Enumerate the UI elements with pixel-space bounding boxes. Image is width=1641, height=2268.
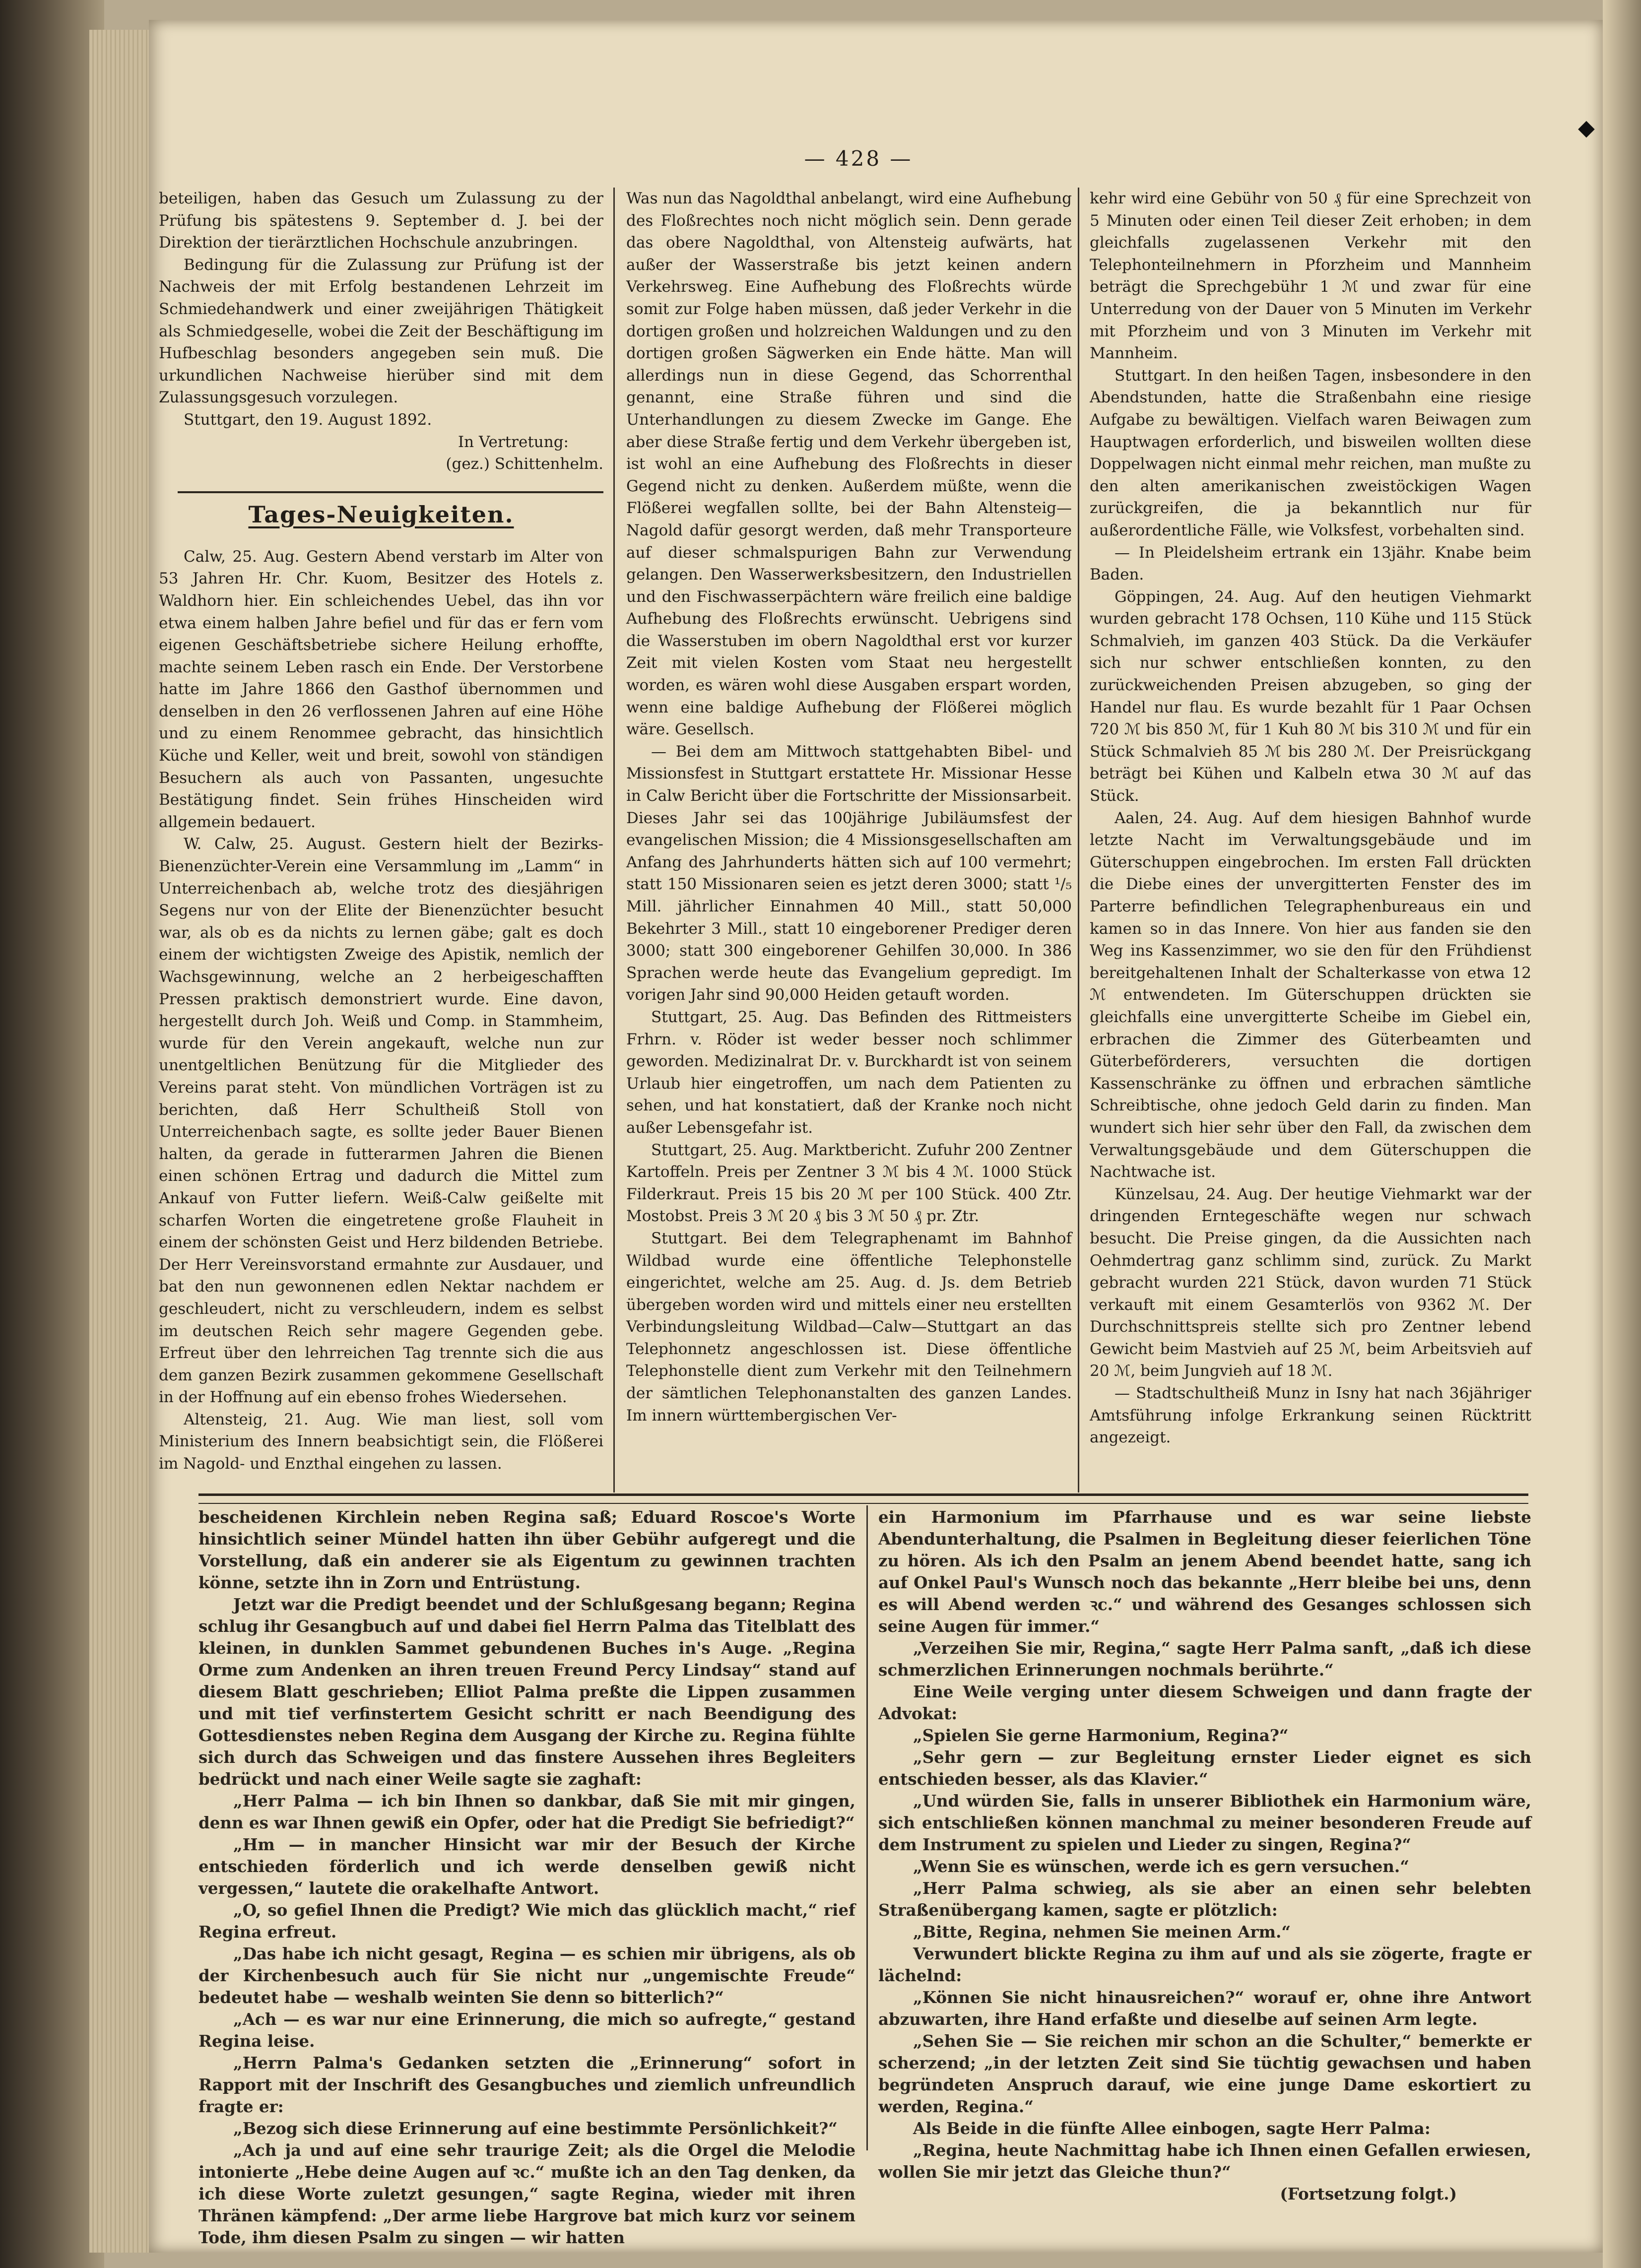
book-spine [0, 0, 104, 2268]
paragraph: Als Beide in die fünfte Allee einbogen, sagte Herr Palma: [913, 2119, 1431, 2138]
section-heading: Tages-Neuigkeiten. [248, 501, 514, 528]
paragraph: „Sehr gern — zur Begleitung ernster Lieder eignet es sich entschieden besser, als das Klavier.“ [878, 1748, 1531, 1789]
column-divider [613, 188, 615, 1492]
column-divider [866, 1505, 868, 2150]
column-divider [1078, 188, 1079, 1492]
news-item: Altensteig, 21. Aug. Wie man liest, soll vom Ministerium des Innern beabsichtigt sein, die Flößerei im Nagold- und Enzthal eingehen zu lassen. [159, 1410, 603, 1473]
news-item: Stuttgart. In den heißen Tagen, insbesondere in den Abendstunden, hatte die Straßenbahn eine riesige Aufgabe zu bewältigen. Vielfach waren Beiwagen zum Hauptwagen erforderlich, und bisweilen wollten diese Doppelwagen nicht einmal mehr reichen, man mußte zu den alten amerikanischen zweistöckigen Wagen zurückgreifen, die ja bekanntlich nur für außerordentliche Fälle, wie Volksfest, vorbehalten sind. [1090, 366, 1531, 539]
news-item: Stuttgart, 25. Aug. Marktbericht. Zufuhr 200 Zentner Kartoffeln. Preis per Zentner 3 ℳ bis 4 ℳ. 1000 Stück Filderkraut. Preis 15 bis 20 ℳ per 100 Stück. 400 Ztr. Mostobst. Preis 3 ℳ 20 ₰ bis 3 ℳ 50 ₰ pr. Ztr. [626, 1141, 1072, 1226]
news-item: — Bei dem am Mittwoch stattgehabten Bibel- und Missionsfest in Stuttgart erstattete Hr. Missionar Hesse in Calw Bericht über die Fortschritte der Missionsarbeit. Dieses Jahr sei das 100jährige Jubiläumsfest der evangelischen Mission; die 4 Missionsgesellschaften am Anfang des Jahrhunderts hätten sich auf 100 vermehrt; statt 150 Missionaren seien es jetzt deren 3000; statt ¹/₅ Mill. jährlicher Einnahmen 40 Mill., statt 50,000 Bekehrter 3 Mill., statt 10 eingeborener Prediger deren 3000; statt 300 eingeborener Gehilfen 30,000. In 386 Sprachen werde heute das Evangelium gepredigt. Im vorigen Jahr sind 90,000 Heiden getauft worden. [626, 742, 1072, 1004]
paragraph: „Hm — in mancher Hinsicht war mir der Besuch der Kirche entschieden förderlich und ich werde denselben gewiß nicht vergessen,“ lautete die orakelhafte Antwort. [198, 1835, 855, 1898]
paragraph: „Und würden Sie, falls in unserer Bibliothek ein Harmonium wäre, sich entschließen können manchmal zu meiner besonderen Freude auf dem Instrument zu spielen und Lieder zu singen, Regina?“ [878, 1791, 1531, 1854]
paragraph: „O, so gefiel Ihnen die Predigt? Wie mich das glücklich macht,“ rief Regina erfreut. [198, 1900, 855, 1942]
news-item: W. Calw, 25. August. Gestern hielt der Bezirks-Bienenzüchter-Verein eine Versammlung im „Lamm“ in Unterreichenbach ab, welche trotz des diesjährigen Segens nur von der Elite der Bienenzüchter besucht war, als ob es da nichts zu lernen gäbe; galt es doch einem der wichtigsten Zweige des Apistik, nemlich der Wachsgewinnung, welche an 2 herbeigeschafften Pressen praktisch demonstriert wurde. Eine davon, hergestellt durch Joh. Weiß und Comp. in Stammheim, wurde für den Verein angekauft, welche nun zur unentgeltlichen Benützung für die Mitglieder des Vereins parat steht. Von mündlichen Vorträgen ist zu berichten, daß Herr Schultheiß Stoll von Unterreichenbach sagte, es sollte jeder Bauer Bienen halten, da gerade in futterarmen Jahren die Bienen einen schönen Ertrag und dadurch die Mittel zum Ankauf von Futter liefern. Weiß-Calw geißelte mit scharfen Worten die eingetretene große Flauheit in einem der schönsten Geist und Herz bildenden Betriebe. Der Herr Vereinsvorstand ermahnte zur Ausdauer, und bat den nun gewonnenen edlen Nektar nachdem er geschleudert, nicht zu verschleudern, indem es selbst im deutschen Reich sehr magere Gegenden gebe. Erfreut über den lehrreichen Tag trennte sich die aus dem ganzen Bezirk zusammen gekommene Gesellschaft in der Hoffnung auf ein ebenso frohes Wiedersehen. [159, 835, 603, 1407]
paragraph: „Wenn Sie es wünschen, werde ich es gern versuchen.“ [913, 1857, 1409, 1876]
dateline: Stuttgart, den 19. August 1892. [184, 410, 432, 429]
paragraph: „Ach — es war nur eine Erinnerung, die mich so aufregte,“ gestand Regina leise. [198, 2009, 855, 2051]
paragraph: „Herr Palma schwieg, als sie aber an einen sehr belebten Straßenübergang kamen, sagte er plötzlich: [878, 1879, 1531, 1920]
paragraph: „Können Sie nicht hinausreichen?“ worauf er, ohne ihre Antwort abzuwarten, ihre Hand erfaßte und dieselbe auf seinen Arm legte. [878, 1988, 1531, 2029]
news-item: — Stadtschultheiß Munz in Isny hat nach 36jähriger Amtsführung infolge Erkrankung seinen Rücktritt angezeigt. [1090, 1384, 1531, 1447]
paragraph: Verwundert blickte Regina zu ihm auf und als sie zögerte, fragte er lächelnd: [878, 1944, 1531, 1985]
news-item: Aalen, 24. Aug. Auf dem hiesigen Bahnhof wurde letzte Nacht im Verwaltungsgebäude und im Güterschuppen eingebrochen. Im ersten Fall drückten die Diebe eines der unvergitterten Fenster des im Parterre befindlichen Telegraphenbureaus ein und kamen so in das Innere. Von hier aus fanden sie den Weg ins Kassenzimmer, wo sie den für den Frühdienst bereitgehaltenen Inhalt der Schalterkasse von etwa 12 ℳ entwendeten. Im Güterschuppen drückten sie gleichfalls eine unvergitterte Scheibe im Giebel ein, erbrachen die Zimmer des Güterbeamten und Güterbeförderers, versuchten die dortigen Kassenschränke zu öffnen und erbrachen sämtliche Schreibtische, ohne jedoch Geld darin zu finden. Man wundert sich hier sehr über den Fall, da zwischen dem Verwaltungsgebäude und dem Güterschuppen die Nachtwache ist. [1090, 809, 1531, 1181]
paragraph: „Bezog sich diese Erinnerung auf eine bestimmte Persönlichkeit?“ [233, 2119, 838, 2138]
feuilleton-right [878, 1506, 1531, 2211]
news-item: — In Pleidelsheim ertrank ein 13jähr. Knabe beim Baden. [1090, 543, 1531, 584]
paragraph: „Spielen Sie gerne Harmonium, Regina?“ [913, 1726, 1289, 1745]
news-item: kehr wird eine Gebühr von 50 ₰ für eine Sprechzeit von 5 Minuten oder einen Teil dieser Zeit erhoben; in dem gleichfalls zugelassenen Verkehr mit den Telephonteilnehmern in Pforzheim und Mannheim beträgt die Sprechgebühr 1 ℳ und zwar für eine Unterredung von der Dauer von 5 Minuten im Verkehr mit Pforzheim und von 3 Minuten im Verkehr mit Mannheim. [1090, 190, 1531, 363]
paragraph: „Ach ja und auf eine sehr traurige Zeit; als die Orgel die Melodie intonierte „Hebe deine Augen auf ꝛc.“ mußte ich an den Tag denken, da ich diese Worte zuletzt gesungen,“ sagte Regina, wieder mit ihren Thränen kämpfend: „Der arme liebe Hargrove bat mich kurz vor seinem Tode, ihm diesen Psalm zu singen — wir hatten [198, 2140, 855, 2247]
paragraph: beteiligen, haben das Gesuch um Zulassung zu der Prüfung bis spätestens 9. September d. J. bei der Direktion der tierärztlichen Hochschule anzubringen. [159, 190, 603, 252]
right-page-edge [1603, 0, 1641, 2268]
news-item: Göppingen, 24. Aug. Auf den heutigen Viehmarkt wurden gebracht 178 Ochsen, 110 Kühe und 115 Stück Schmalvieh, im ganzen 403 Stück. Da die Verkäufer sich nur schwer entschließen konnten, zu den zurückweichenden Preisen abzugeben, so ging der Handel nur flau. Es wurde bezahlt für 1 Paar Ochsen 720 ℳ bis 850 ℳ, für 1 Kuh 80 ℳ bis 310 ℳ und für ein Stück Schmalvieh 85 ℳ bis 280 ℳ. Der Preisrückgang beträgt bei Kühen und Kalbeln etwa 30 ℳ auf das Stück. [1090, 587, 1531, 805]
signature-label: In Vertretung: [458, 433, 569, 451]
signature: (gez.) Schittenhelm. [446, 455, 603, 473]
feuilleton-divider [198, 1493, 1528, 1504]
paragraph: Jetzt war die Predigt beendet und der Schlußgesang begann; Regina schlug ihr Gesangbuch auf und dabei fiel Herrn Palma das Titelblatt des kleinen, in dunklen Sammet gebundenen Buches in's Auge. „Regina Orme zum Andenken an ihren treuen Freund Percy Lindsay“ stand auf diesem Blatt geschrieben; Elliot Palma preßte die Lippen zusammen und mit tief verfinstertem Gesicht schritt er nach Beendigung des Gottesdienstes neben Regina dem Ausgang der Kirche zu. Regina fühlte sich durch das Schweigen und das finstere Aussehen ihres Begleiters bedrückt und nach einer Weile sagte sie zaghaft: [198, 1595, 855, 1789]
continuation-note: (Fortsetzung folgt.) [1280, 2184, 1457, 2203]
section-rule [178, 491, 603, 493]
paragraph: ein Harmonium im Pfarrhause und es war seine liebste Abendunterhaltung, die Psalmen in Begleitung dieser feierlichen Töne zu hören. Als ich den Psalm an jenem Abend beendet hatte, sang ich auf Onkel Paul's Wunsch noch das bekannte „Herr bleibe bei uns, denn es will Abend werden ꝛc.“ und während des Gesanges schlossen sich seine Augen für immer.“ [878, 1507, 1531, 1636]
paragraph: bescheidenen Kirchlein neben Regina saß; Eduard Roscoe's Worte hinsichtlich seiner Mündel hatten ihn über Gebühr aufgeregt und die Vorstellung, daß ein anderer sie als Eigentum zu gewinnen trachten könne, setzte ihn in Zorn und Entrüstung. [198, 1507, 855, 1592]
feuilleton-left [198, 1506, 855, 2247]
paragraph: „Das habe ich nicht gesagt, Regina — es schien mir übrigens, als ob der Kirchenbesuch auch für Sie nicht nur „ungemischte Freude“ bedeutet habe — weshalb weinten Sie denn so bitterlich?“ [198, 1944, 855, 2007]
news-item: Künzelsau, 24. Aug. Der heutige Viehmarkt war der dringenden Erntegeschäfte wegen nur schwach besucht. Die Preise gingen, da die Aussichten nach Oehmdertrag ganz schlimm sind, zurück. Zu Markt gebracht wurden 221 Stück, davon wurden 71 Stück verkauft mit einem Gesamterlös von 9362 ℳ. Der Durchschnittspreis stellte sich pro Zentner lebend Gewicht beim Mastvieh auf 25 ℳ, beim Arbeitsvieh auf 20 ℳ, beim Jungvieh auf 18 ℳ. [1090, 1185, 1531, 1380]
column-left [159, 188, 603, 1495]
paragraph: „Regina, heute Nachmittag habe ich Ihnen einen Gefallen erwiesen, wollen Sie mir jetzt das Gleiche thun?“ [878, 2140, 1531, 2182]
news-item: Calw, 25. Aug. Gestern Abend verstarb im Alter von 53 Jahren Hr. Chr. Kuom, Besitzer des Hotels z. Waldhorn hier. Ein schleichendes Uebel, das ihn vor etwa einem halben Jahre befiel und für das er fern vom eigenen Geschäftsbetriebe sichere Heilung erhoffte, machte seinem Leben rasch ein Ende. Der Verstorbene hatte im Jahre 1866 den Gasthof übernommen und denselben in den 26 verflossenen Jahren auf eine Höhe und zu einem Renommee gebracht, das hinsichtlich Küche und Keller, weit und breit, sowohl von ständigen Besuchern als auch von Passanten, ungesuchte Bestätigung findet. Sein frühes Hinscheiden wird allgemein bedauert. [159, 547, 603, 831]
news-item: Stuttgart. Bei dem Telegraphenamt im Bahnhof Wildbad wurde eine öffentliche Telephonstelle eingerichtet, welche am 25. Aug. d. Js. dem Betrieb übergeben worden wird und mittels einer neu erstellten Verbindungsleitung Wildbad—Calw—Stuttgart an das Telephonnetz angeschlossen ist. Diese öffentliche Telephonstelle dient zum Verkehr mit den Teilnehmern der sämtlichen Telephonanstalten des ganzen Landes. Im innern württembergischen Ver- [626, 1229, 1072, 1425]
paragraph: „Sehen Sie — Sie reichen mir schon an die Schulter,“ bemerkte er scherzend; „in der letzten Zeit sind Sie tüchtig gewachsen und haben begründeten Anspruch darauf, wie eine junge Dame eskortiert zu werden, Regina.“ [878, 2031, 1531, 2116]
margin-mark: ◆ [1578, 115, 1595, 140]
news-item: Was nun das Nagoldthal anbelangt, wird eine Aufhebung des Floßrechtes noch nicht möglich sein. Denn gerade das obere Nagoldthal, von Altensteig aufwärts, hat außer der Wasserstraße bis jetzt keinen andern Verkehrsweg. Eine Aufhebung des Floßrechts würde somit zur Folge haben müssen, daß jeder Verkehr in die dortigen großen und holzreichen Waldungen und zu den dortigen großen Sägwerken ein Ende hätte. Man will allerdings nun in diese Gegend, das Schorrenthal genannt, eine Straße führen und sind die Unterhandlungen zu diesem Zwecke im Gange. Ehe aber diese Straße fertig und dem Verkehr übergeben ist, ist wohl an eine Aufhebung des Floßrechts in dieser Gegend nicht zu denken. Außerdem müßte, wenn die Flößerei wegfallen sollte, bei der Bahn Altensteig—Nagold dafür gesorgt werden, daß mehr Transporteure auf dieser schmalspurigen Bahn zur Verwendung gelangen. Den Wasserwerksbesitzern, den Industriellen und den Fischwasserpächtern wäre freilich eine baldige Aufhebung des Floßrechts erwünscht. Uebrigens sind die Wasserstuben im obern Nagoldthal erst vor kurzer Zeit mit vielen Kosten vom Staat neu hergestellt worden, es wären wohl diese Ausgaben erspart worden, wenn eine baldige Aufhebung der Flößerei möglich wäre. Gesellsch. [626, 190, 1072, 739]
paragraph: Bedingung für die Zulassung zur Prüfung ist der Nachweis der mit Erfolg bestandenen Lehrzeit im Schmiedehandwerk und einer zweijährigen Thätigkeit als Schmiedgeselle, wobei die Zeit der Beschäftigung im Hufbeschlag besonders angegeben sein muß. Die urkundlichen Nachweise hierüber sind mit dem Zulassungsgesuch vorzulegen. [159, 256, 603, 407]
page-number: — 428 — [804, 146, 913, 171]
paragraph: „Herr Palma — ich bin Ihnen so dankbar, daß Sie mit mir gingen, denn es war Ihnen gewiß ein Opfer, oder hat die Predigt Sie befriedigt?“ [198, 1791, 855, 1832]
paragraph: „Bitte, Regina, nehmen Sie meinen Arm.“ [913, 1922, 1291, 1942]
paragraph: Eine Weile verging unter diesem Schweigen und dann fragte der Advokat: [878, 1682, 1531, 1723]
paragraph: „Herrn Palma's Gedanken setzten die „Erinnerung“ sofort in Rapport mit der Inschrift des Gesangbuches und ziemlich unfreundlich fragte er: [198, 2053, 855, 2116]
column-right [1090, 188, 1531, 1495]
paragraph: „Verzeihen Sie mir, Regina,“ sagte Herr Palma sanft, „daß ich diese schmerzlichen Erinnerungen nochmals berührte.“ [878, 1638, 1531, 1680]
column-middle [626, 188, 1072, 1495]
news-item: Stuttgart, 25. Aug. Das Befinden des Rittmeisters Frhrn. v. Röder ist weder besser noch schlimmer geworden. Medizinalrat Dr. v. Burckhardt ist von seinem Urlaub hier eingetroffen, um nach dem Patienten zu sehen, und hat konstatiert, daß der Kranke noch nicht außer Lebensgefahr ist. [626, 1008, 1072, 1137]
